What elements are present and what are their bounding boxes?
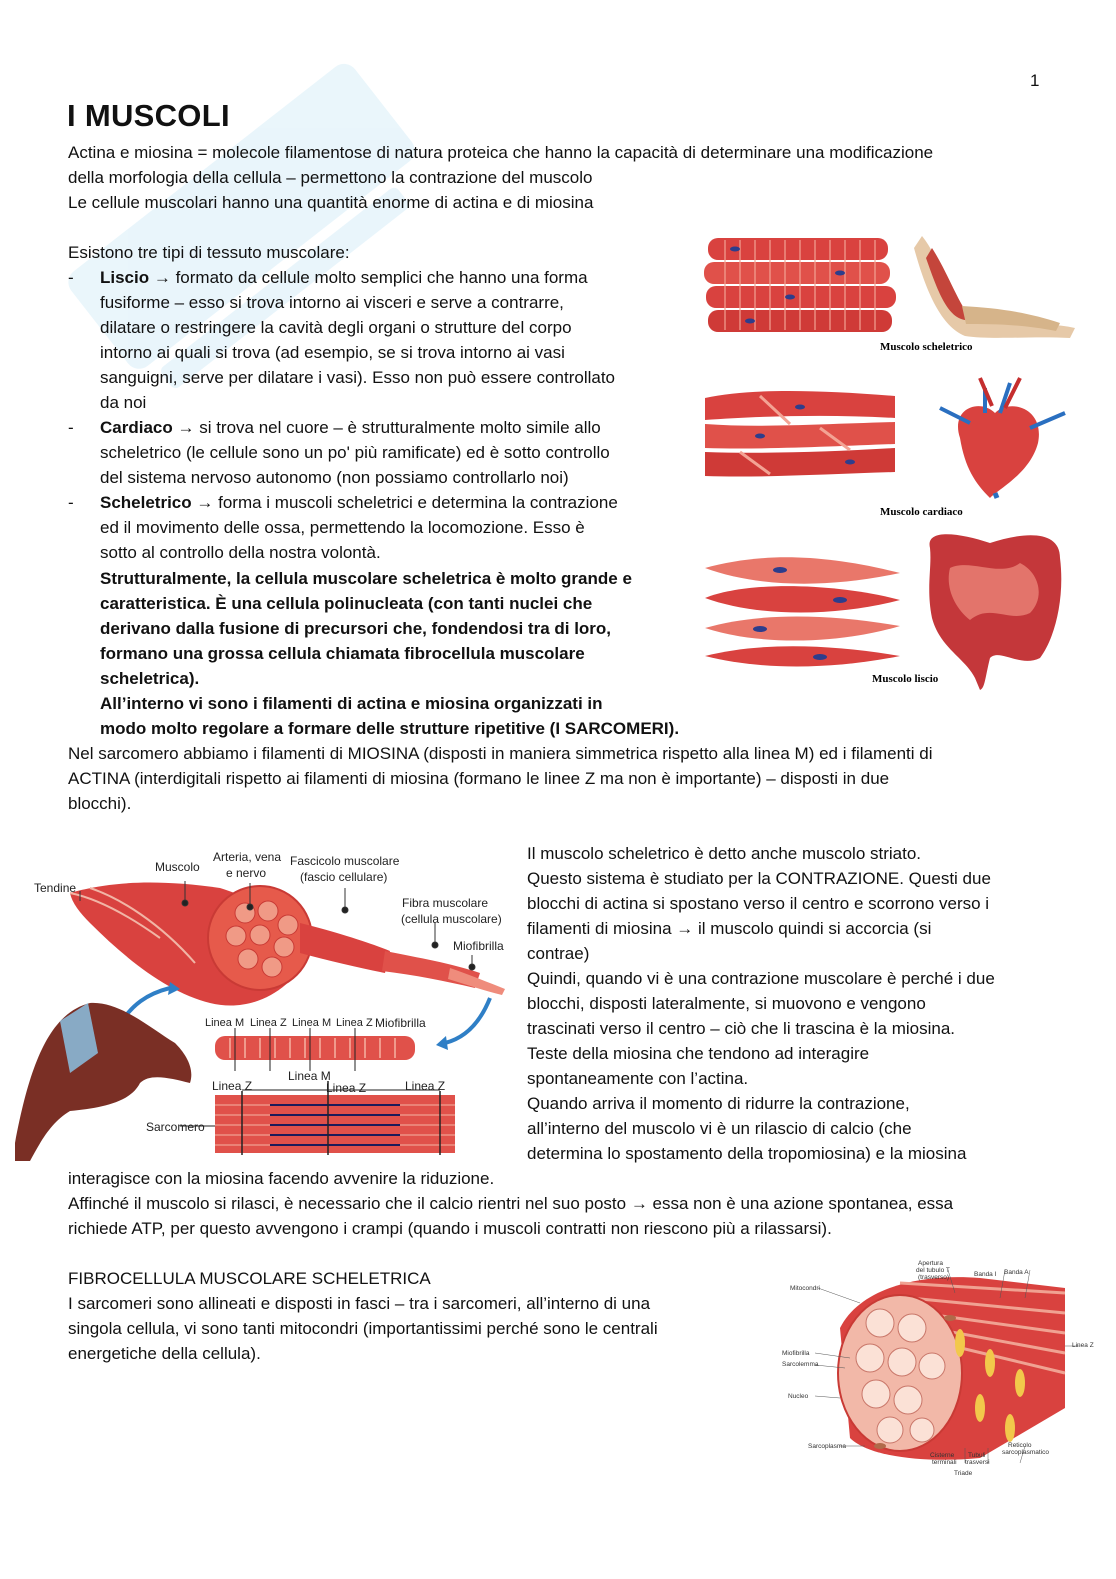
liscio-line: intorno ai quali si trova (ad esempio, se si trova intorno ai vasi <box>100 343 565 362</box>
intro-line: Le cellule muscolari hanno una quantità enorme di actina e di miosina <box>68 193 594 212</box>
page-title: I MUSCOLI <box>67 98 230 133</box>
label-muscolo: Muscolo <box>155 860 200 874</box>
label-sarcolemma: Sarcolemma <box>782 1361 819 1368</box>
page-number: 1 <box>1030 71 1040 90</box>
contraction-tail-line: Affinché il muscolo si rilasci, è necessario che il calcio rientri nel suo posto → essa non è una azione spontanea, essa <box>68 1194 954 1213</box>
label-cisterne: Cisterne <box>930 1452 955 1459</box>
section-title: FIBROCELLULA MUSCOLARE SCHELETRICA <box>68 1269 431 1288</box>
label-linea-z: Linea Z <box>250 1017 287 1029</box>
cardiaco-line: → si trova nel cuore – è strutturalmente molto simile allo <box>177 418 601 437</box>
label-sarcomero: Sarcomero <box>146 1120 205 1134</box>
label-trasverso: (trasverso) <box>918 1274 950 1281</box>
section-line: I sarcomeri sono allineati e disposti in fasci – tra i sarcomeri, all’interno di una <box>68 1294 651 1313</box>
contraction-line: trascinati verso il centro – ciò che li trascina è la miosina. <box>527 1019 956 1038</box>
list-item-scheletrico <box>100 490 618 515</box>
scheletrico-bold-line: Strutturalmente, la cellula muscolare scheletrica è molto grande e <box>100 569 632 588</box>
label-linea-z: Linea Z <box>326 1081 367 1095</box>
contraction-line: Quindi, quando vi è una contrazione muscolare è perché i due <box>527 969 995 988</box>
label-linea-z: Linea Z <box>405 1079 446 1093</box>
label-cellula: (cellula muscolare) <box>401 912 502 926</box>
label-mitocondri: Mitocondri <box>790 1285 820 1292</box>
bullet-dash: - <box>68 268 74 287</box>
label-linea-z: Linea Z <box>1072 1342 1094 1349</box>
contraction-line: filamenti di miosina → il muscolo quindi si accorcia (si <box>527 919 932 938</box>
scheletrico-bold-line: scheletrica). <box>100 669 200 688</box>
label-smooth: Muscolo liscio <box>872 673 939 685</box>
term-cardiaco: Cardiaco <box>100 418 173 437</box>
contraction-line: determina lo spostamento della tropomiosina) e la miosina <box>527 1144 967 1163</box>
label-miofibrilla: Miofibrilla <box>782 1350 810 1357</box>
scheletrico-bold-line: derivano dalla fusione di precursori che, fondendosi tra di loro, <box>100 619 612 638</box>
label-tubulo: del tubulo T <box>916 1267 950 1274</box>
contraction-line: Il muscolo scheletrico è detto anche muscolo striato. <box>527 844 922 863</box>
label-linea-z: Linea Z <box>212 1079 253 1093</box>
label-sarcoplasma: Sarcoplasma <box>808 1443 846 1450</box>
label-sarcoplasmatico: sarcoplasmatico <box>1002 1449 1049 1456</box>
scheletrico-bold-line: formano una grossa cellula chiamata fibrocellula muscolare <box>100 644 585 663</box>
list-item-liscio <box>100 265 588 290</box>
scheletrico-bold-line: All’interno vi sono i filamenti di actina e miosina organizzati in <box>100 694 603 713</box>
contraction-line: blocchi, disposti lateralmente, si muovono e vengono <box>527 994 926 1013</box>
liscio-line: fusiforme – esso si trova intorno ai visceri e serve a contrarre, <box>100 293 564 312</box>
intro-line: Actina e miosina = molecole filamentose di natura proteica che hanno la capacità di determinare una modificazione <box>68 143 934 162</box>
label-miofibrilla-2: Miofibrilla <box>375 1016 426 1030</box>
label-trasversi: trasversi <box>965 1459 990 1466</box>
label-linea-m: Linea M <box>205 1017 245 1029</box>
label-fascio: (fascio cellulare) <box>300 870 388 884</box>
label-miofibrilla: Miofibrilla <box>453 939 504 953</box>
types-intro: Esistono tre tipi di tessuto muscolare: <box>68 243 350 262</box>
label-reticolo: Reticolo <box>1008 1442 1032 1449</box>
label-banda-a: Banda A <box>1004 1269 1029 1276</box>
contraction-line: Questo sistema è studiato per la CONTRAZIONE. Questi due <box>527 869 991 888</box>
intestine-illustration <box>929 534 1061 690</box>
label-arteria: Arteria, vena <box>213 850 282 864</box>
cardiac-fibers <box>705 391 895 477</box>
section-line: energetiche della cellula). <box>68 1344 261 1363</box>
contraction-line: spontaneamente con l’actina. <box>527 1069 749 1088</box>
bullet-dash: - <box>68 418 74 437</box>
term-liscio: Liscio <box>100 268 150 287</box>
label-terminali: terminali <box>932 1459 957 1466</box>
scheletrico-line: → forma i muscoli scheletrici e determina la contrazione <box>196 493 618 512</box>
term-scheletrico: Scheletrico <box>100 493 192 512</box>
contraction-line: Teste della miosina che tendono ad interagire <box>527 1044 870 1063</box>
label-tubuli: Tubuli <box>968 1452 986 1459</box>
section-line: singola cellula, vi sono tanti mitocondri (importantissimi perché sono le centrali <box>68 1319 658 1338</box>
contraction-tail-line: interagisce con la miosina facendo avvenire la riduzione. <box>68 1169 495 1188</box>
skeletal-fibers <box>704 238 896 332</box>
scheletrico-bold-line: modo molto regolare a formare delle strutture ripetitive (I SARCOMERI). <box>100 719 680 738</box>
muscle-structure-illustration <box>10 843 515 1161</box>
bullet-dash: - <box>68 493 74 512</box>
sarcomere-line: blocchi). <box>68 794 132 813</box>
tissue-illustration <box>700 228 1085 693</box>
label-cardiac: Muscolo cardiaco <box>880 506 963 518</box>
label-fascicolo: Fascicolo muscolare <box>290 854 400 868</box>
label-linea-m: Linea M <box>288 1069 331 1083</box>
label-nervo: e nervo <box>226 866 267 880</box>
cardiaco-line: scheletrico (le cellule sono un po' più ramificate) ed è sotto controllo <box>100 443 610 462</box>
scheletrico-bold-line: caratteristica. È una cellula polinucleata (con tanti nuclei che <box>100 594 593 613</box>
contraction-line: Quando arriva il momento di ridurre la contrazione, <box>527 1094 910 1113</box>
contraction-line: all’interno del muscolo vi è un rilascio di calcio (che <box>527 1119 912 1138</box>
figure-muscle-fiber <box>780 1258 1100 1480</box>
heart-illustration <box>940 378 1065 498</box>
liscio-line: sanguigni, serve per dilatare i vasi). Esso non può essere controllato <box>100 368 616 387</box>
label-tendine: Tendine <box>34 881 77 895</box>
list-item-cardiaco <box>100 415 601 440</box>
sarcomere-line: ACTINA (interdigitali rispetto ai filamenti di miosina (formano le linee Z ma non è importante) – disposti in due <box>68 769 890 788</box>
label-nucleo: Nucleo <box>788 1393 809 1400</box>
label-fibra: Fibra muscolare <box>402 896 489 910</box>
arm-illustration <box>914 236 1075 338</box>
liscio-line: da noi <box>100 393 147 412</box>
label-apertura: Apertura <box>918 1260 943 1267</box>
contraction-line: blocchi di actina si spostano verso il centro e scorrono verso i <box>527 894 990 913</box>
cardiaco-line: del sistema nervoso autonomo (non possiamo controllarlo noi) <box>100 468 569 487</box>
contraction-line: contrae) <box>527 944 590 963</box>
scheletrico-line: ed il movimento delle ossa, permettendo la locomozione. Esso è <box>100 518 585 537</box>
label-linea-z: Linea Z <box>336 1017 373 1029</box>
label-linea-m: Linea M <box>292 1017 332 1029</box>
figure-muscle-structure <box>10 843 515 1161</box>
scheletrico-line: sotto al controllo della nostra volontà. <box>100 543 381 562</box>
smooth-fibers <box>705 557 900 666</box>
label-banda-i: Banda I <box>974 1271 997 1278</box>
liscio-line: → formato da cellule molto semplici che hanno una forma <box>153 268 588 287</box>
figure-muscle-tissues <box>700 228 1085 693</box>
label-skeletal: Muscolo scheletrico <box>880 341 973 353</box>
liscio-line: dilatare o restringere la cavità degli organi o strutture del corpo <box>100 318 572 337</box>
contraction-tail-line: richiede ATP, per questo avvengono i crampi (quando i muscoli contratti non riescono più a rilassarsi). <box>68 1219 832 1238</box>
sarcomere-line: Nel sarcomero abbiamo i filamenti di MIOSINA (disposti in maniera simmetrica rispetto alla linea M) ed i filamenti di <box>68 744 933 763</box>
intro-line: della morfologia della cellula – permettono la contrazione del muscolo <box>68 168 593 187</box>
label-triade: Triade <box>954 1470 973 1477</box>
